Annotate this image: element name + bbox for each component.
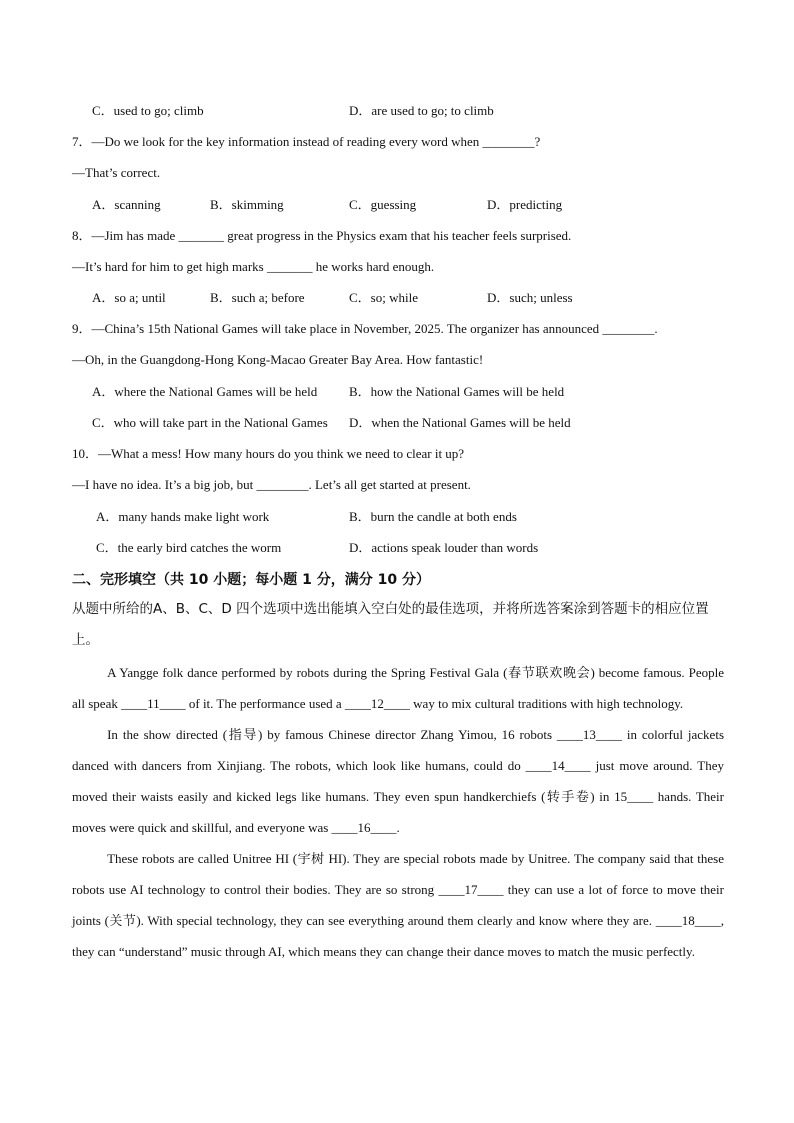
q6-option-d[interactable]: D．are used to go; to climb — [349, 103, 494, 118]
q10-reply: —I have no idea. It’s a big job, but ________. Let’s all get started at present. — [72, 477, 471, 492]
q10-option-b[interactable]: B．burn the candle at both ends — [349, 509, 517, 524]
q8-option-c[interactable]: C．so; while — [349, 290, 418, 305]
q10-option-a[interactable]: A．many hands make light work — [96, 509, 270, 524]
q7-option-b[interactable]: B．skimming — [210, 197, 284, 212]
q10-stem: 10．—What a mess! How many hours do you think we need to clear it up? — [72, 446, 465, 461]
q7-reply: —That’s correct. — [72, 165, 161, 180]
q6-option-c[interactable]: C．used to go; climb — [92, 103, 204, 118]
q8-reply: —It’s hard for him to get high marks _______ he works hard enough. — [72, 259, 435, 274]
q9-option-a[interactable]: A．where the National Games will be held — [92, 384, 318, 399]
passage — [72, 657, 724, 967]
q7-option-c[interactable]: C．guessing — [349, 197, 417, 212]
q8-option-a[interactable]: A．so a; until — [92, 290, 166, 305]
q7-option-a[interactable]: A．scanning — [92, 197, 161, 212]
q10-option-c[interactable]: C．the early bird catches the worm — [96, 540, 282, 555]
q7-stem: 7．—Do we look for the key information instead of reading every word when ________? — [72, 134, 541, 149]
q9-option-d[interactable]: D．when the National Games will be held — [349, 415, 571, 430]
q9-option-b[interactable]: B．how the National Games will be held — [349, 384, 565, 399]
q8-option-d[interactable]: D．such; unless — [487, 290, 573, 305]
passage-paragraph-1: A Yangge folk dance performed by robots during the Spring Festival Gala (春节联欢晚会) become famous. People all speak ____11____ of it. The performance used a ____12____ way to mix cultural traditions with high technology. — [72, 665, 724, 711]
section-instruction: 从题中所给的A、B、C、D 四个选项中选出能填入空白处的最佳选项，并将所选答案涂到答题卡的相应位置上。 — [72, 601, 709, 648]
passage-paragraph-2: In the show directed (指导) by famous Chinese director Zhang Yimou, 16 robots ____13____ in colorful jackets danced with dancers from Xinjiang. The robots, which look like humans, could do ____14____ just move around. They moved their waists easily and kicked legs like humans. They even spun handkerchiefs (转手卷) in 15____ hands. Their moves were quick and skillful, and everyone was ____16____. — [72, 727, 724, 835]
section-title: 二、完形填空（共 10 小题；每小题 1 分，满分 10 分） — [72, 572, 430, 588]
q9-reply: —Oh, in the Guangdong-Hong Kong-Macao Greater Bay Area. How fantastic! — [72, 352, 484, 367]
passage-paragraph-3: These robots are called Unitree HI (宇树 HI). They are special robots made by Unitree. The company said that these robots use AI technology to control their bodies. They are so strong ____17____ they can use a lot of force to move their joints (关节). With special technology, they can see everything around them clearly and know where they are. ____18____, they can “understand” music through AI, which means they can change their dance moves to match the music perfectly. — [72, 851, 724, 959]
q9-stem: 9．—China’s 15th National Games will take place in November, 2025. The organizer has announced ________. — [72, 321, 658, 336]
q7-option-d[interactable]: D．predicting — [487, 197, 563, 212]
q8-stem: 8．—Jim has made _______ great progress in the Physics exam that his teacher feels surprised. — [72, 228, 572, 243]
q8-option-b[interactable]: B．such a; before — [210, 290, 305, 305]
q9-option-c[interactable]: C．who will take part in the National Games — [92, 415, 328, 430]
q10-option-d[interactable]: D．actions speak louder than words — [349, 540, 539, 555]
